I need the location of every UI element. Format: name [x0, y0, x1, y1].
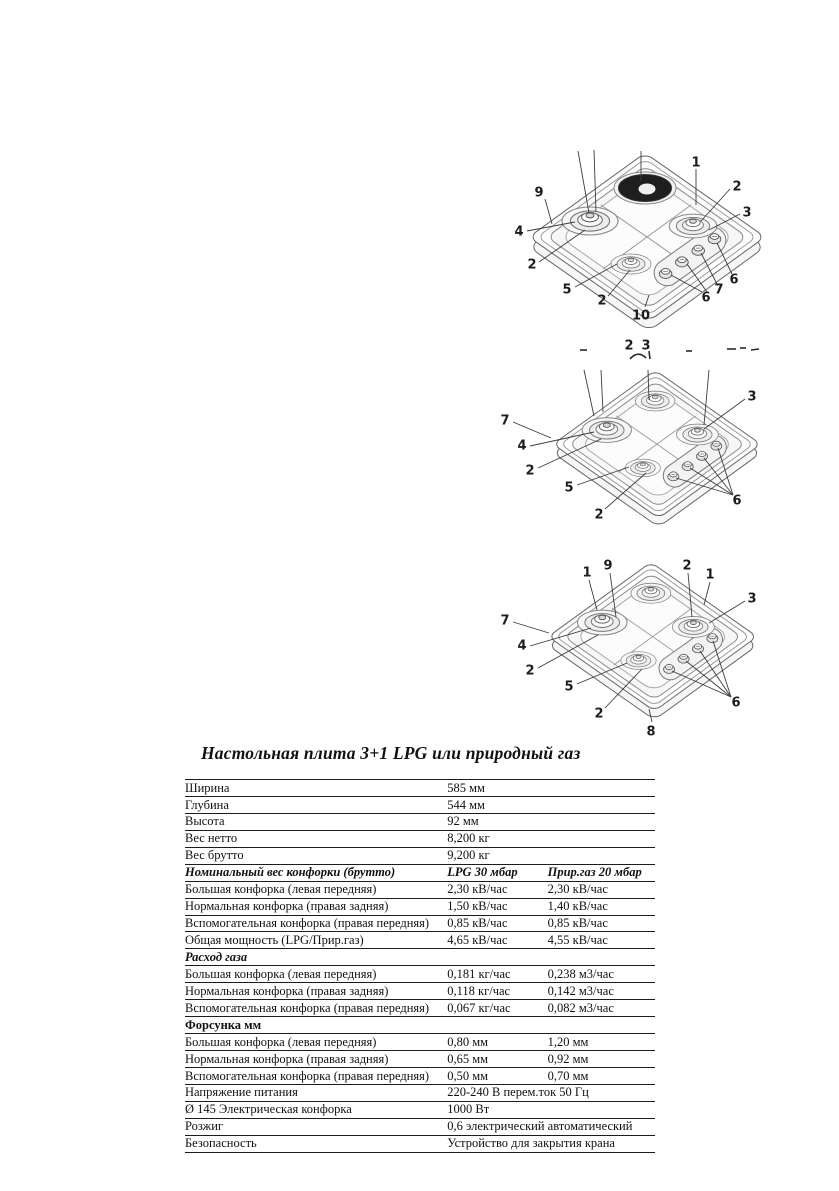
table-row: [185, 932, 655, 949]
callout-leader: [513, 622, 549, 633]
table-row: [185, 864, 655, 881]
cell-label: Вспомогательная конфорка (правая передняя): [185, 1000, 430, 1015]
callout-number: 6: [731, 695, 741, 711]
table-row: [185, 1017, 655, 1034]
callout-number: 5: [564, 679, 574, 695]
callout-number: 7: [500, 613, 510, 629]
callout-number: 3: [641, 338, 651, 354]
cell-value-natgas: [548, 1017, 655, 1034]
table-row: [185, 1084, 655, 1101]
cell-value-lpg: 0,80 мм: [447, 1034, 489, 1049]
callout-number: 2: [597, 293, 607, 309]
table-row: [185, 1118, 655, 1135]
callout-number: 2: [594, 507, 604, 523]
cell-value-natgas: 4,55 кВ/час: [547, 933, 608, 948]
cell-value-lpg: 0,50 мм: [447, 1068, 489, 1083]
table-row: [185, 1000, 655, 1017]
callout-number: 8: [646, 724, 656, 740]
callout-number: 2: [732, 179, 742, 195]
cell-value-natgas: 0,70 мм: [547, 1068, 589, 1083]
cell-label: Розжиг: [185, 1119, 224, 1134]
cell-value: 8,200 кг: [447, 831, 490, 846]
table-row: [185, 949, 655, 966]
table-row: [185, 796, 655, 813]
cell-value-lpg: 0,181 кг/час: [447, 966, 511, 981]
cell-label: Напряжение питания: [185, 1085, 298, 1100]
callout-number: 1: [582, 565, 592, 581]
callout-number: 9: [603, 558, 613, 574]
table-row: [185, 830, 655, 847]
cell-value-natgas: 0,238 м3/час: [547, 966, 614, 981]
cell-value-natgas: 0,92 мм: [547, 1051, 589, 1066]
cell-value: 1000 Вт: [447, 1102, 490, 1117]
figure-2-hob-4gas: [553, 370, 761, 527]
table-row: [185, 983, 655, 1000]
cell-value-natgas: Прир.газ 20 мбар: [547, 865, 642, 880]
callout-number: 10: [631, 308, 651, 324]
cell-label: Вес брутто: [185, 848, 244, 863]
callout-number: 3: [747, 591, 757, 607]
callout-number: 6: [701, 290, 711, 306]
cell-label: Ø 145 Электрическая конфорка: [185, 1102, 352, 1117]
figure-1-hob-3plus1: [529, 153, 765, 331]
callout-number: 4: [517, 438, 527, 454]
cell-value-lpg: 1,50 кВ/час: [447, 899, 508, 914]
callout-number: 2: [525, 663, 535, 679]
fragment-curve: [630, 354, 646, 359]
callout-number: 1: [705, 567, 715, 583]
callout-number: 7: [714, 282, 724, 298]
cell-label: Ширина: [185, 780, 230, 795]
cell-label: Общая мощность (LPG/Прир.газ): [185, 933, 364, 948]
cell-label: Большая конфорка (левая передняя): [185, 1034, 377, 1049]
table-row: [185, 966, 655, 983]
cell-value-lpg: 0,067 кг/час: [447, 1000, 511, 1015]
table-row: [185, 881, 655, 898]
callout-number: 6: [729, 272, 739, 288]
cell-value-lpg: 0,85 кВ/час: [447, 916, 508, 931]
cell-label: Форсунка мм: [185, 1017, 262, 1032]
table-row: [185, 813, 655, 830]
callout-number: 4: [517, 638, 527, 654]
callout-leader: [601, 370, 603, 412]
cell-value: 92 мм: [447, 814, 479, 829]
table-row: [185, 1051, 655, 1068]
cell-label: Нормальная конфорка (правая задняя): [185, 899, 389, 914]
cell-value-lpg: 4,65 кВ/час: [447, 933, 508, 948]
cell-value-lpg: 0,65 мм: [447, 1051, 489, 1066]
cell-value-natgas: 0,142 м3/час: [547, 983, 614, 998]
section-title: Настольная плита 3+1 LPG или природный газ: [201, 743, 581, 763]
table-row: [185, 847, 655, 864]
table-row: [185, 1034, 655, 1051]
cell-label: Безопасность: [185, 1136, 257, 1151]
cell-value-natgas: 1,20 мм: [547, 1034, 589, 1049]
table-row: [185, 780, 655, 797]
cell-value: 585 мм: [447, 780, 485, 795]
cell-label: Глубина: [185, 797, 229, 812]
callout-number: 1: [691, 155, 701, 171]
cell-value-lpg: 2,30 кВ/час: [447, 882, 508, 897]
cell-value-natgas: 2,30 кВ/час: [547, 882, 608, 897]
cell-value-lpg: 0,118 кг/час: [447, 983, 511, 998]
callout-number: 3: [742, 205, 752, 221]
spec-table: [185, 779, 655, 1153]
callout-number: 9: [534, 185, 544, 201]
callout-number: 2: [527, 257, 537, 273]
callout-number: 2: [525, 463, 535, 479]
callout-number: 2: [594, 706, 604, 722]
callout-number: 5: [564, 480, 574, 496]
cell-value: 220-240 В перем.ток 50 Гц: [447, 1085, 589, 1100]
cell-value-natgas: 1,40 кВ/час: [547, 899, 608, 914]
cropped-fragment: [580, 339, 759, 360]
callout-number: 7: [500, 413, 510, 429]
callout-leader: [584, 370, 594, 416]
table-row: [185, 1067, 655, 1084]
cell-value: 0,6 электрический автоматический: [447, 1119, 633, 1134]
cell-label: Нормальная конфорка (правая задняя): [185, 1051, 389, 1066]
table-row: [185, 1101, 655, 1118]
cell-label: Большая конфорка (левая передняя): [185, 966, 377, 981]
cell-label: Вспомогательная конфорка (правая передняя): [185, 916, 430, 931]
callout-number: 4: [514, 224, 524, 240]
cell-label: Вспомогательная конфорка (правая передняя): [185, 1068, 430, 1083]
cell-label: Большая конфорка (левая передняя): [185, 882, 377, 897]
cell-value-lpg: [447, 1017, 547, 1034]
callout-number: 3: [747, 389, 757, 405]
callout-number: 2: [682, 558, 692, 574]
cell-label: Расход газа: [185, 949, 248, 964]
table-row: [185, 898, 655, 915]
callout-number: 6: [732, 493, 742, 509]
cell-value-natgas: 0,082 м3/час: [547, 1000, 614, 1015]
cell-value-lpg: LPG 30 мбар: [447, 865, 518, 880]
figure-3-hob-4gas: [548, 562, 757, 720]
cell-value: 9,200 кг: [447, 848, 490, 863]
cell-value-natgas: [548, 949, 655, 966]
cell-label: Высота: [185, 814, 225, 829]
callout-number: 5: [562, 282, 572, 298]
cell-value-natgas: 0,85 кВ/час: [547, 916, 608, 931]
cell-label: Номинальный вес конфорки (брутто): [185, 865, 396, 880]
callout-leader: [513, 422, 551, 438]
table-row: [185, 1135, 655, 1152]
table-row: [185, 915, 655, 932]
cell-value-lpg: [447, 949, 547, 966]
callout-leader: [545, 199, 552, 224]
cell-value: 544 мм: [447, 797, 485, 812]
cell-label: Нормальная конфорка (правая задняя): [185, 983, 389, 998]
callout-number: 2: [624, 338, 634, 354]
cell-value: Устройство для закрытия крана: [447, 1136, 615, 1151]
cell-label: Вес нетто: [185, 831, 238, 846]
